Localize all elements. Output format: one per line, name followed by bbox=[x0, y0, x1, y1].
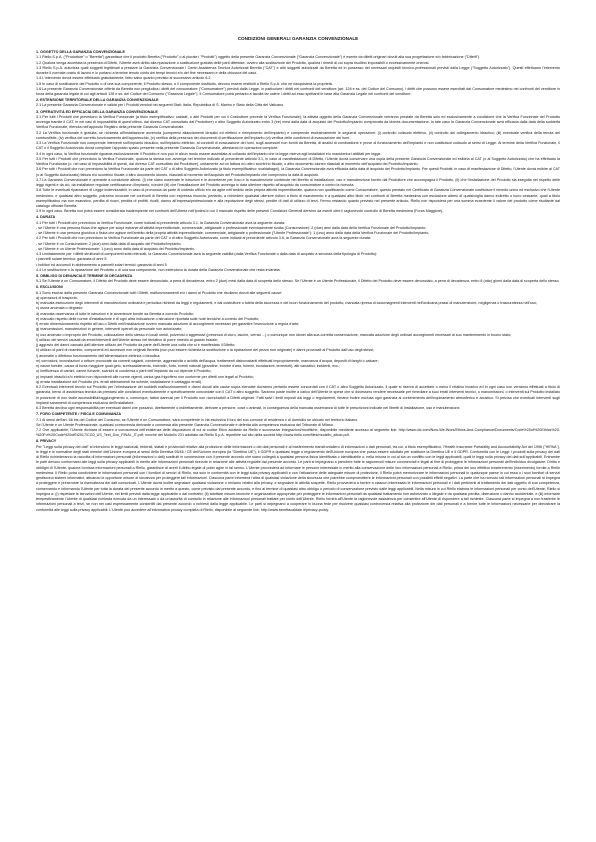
section-paragraph: h) uso anomalo o improprio del Prodotto, collocazione dello stesso in locali umidi, polverosi o aggressivi (presenza di cloro, lacche, vernici ...) o comunque non idonei alla sua corretta conservazione, mancata adozione degli ordinari accorgimenti necessari al suo mantenimento in buono stato; bbox=[36, 332, 512, 337]
section-heading: 1. OGGETTO DELLA GARANZIA CONVENZIONALE bbox=[36, 50, 125, 54]
section-paragraph: 3.9 In ogni caso, Beretta non potrà essere considerata inadempiente nei confronti dell'Utente nell'ipotesi in cui il mancato rispetto delle presenti Condizioni Generali derivino da eventi oltre il ragionevole controllo di Beretta medesima (Forza Maggiore). bbox=[36, 209, 444, 214]
section-paragraph: • bollitori ed accumuli in abbinamento a pannelli solari termici: garanzia di anni 5 bbox=[36, 262, 167, 267]
section-paragraph: q) errata installazione del Prodotto (es. errati abbinamenti tra schede, installazione e cablaggio errati). bbox=[36, 379, 203, 384]
section-paragraph: l) anomalie o difettoso funzionamento dell'alimentazione elettrica o idraulica; bbox=[36, 353, 161, 358]
section-paragraph: o) inefficienza di camini, canne fumarie, scarichi di condensa o parti dell'impianto da cui dipende il Prodotto; bbox=[36, 369, 212, 374]
section-paragraph: b) mancata esecuzione degli interventi di manutenzione ordinaria e periodica richiesti da leggi e regolamenti, e dal costruttore o tutela della sicurezza e del buon funzionamento del prodotto, mancata ripresa di accomagnenti interventi nell'ordinaria prassi di manutenzione, negligenza o trascuratezza nell'uso; bbox=[36, 301, 537, 306]
section bbox=[36, 285, 560, 411]
section-paragraph: m) corrosioni, incrostazioni o rotture provocate da correnti vaganti, condense, aggressività o acidità dell'acqua, trattamenti disincrostanti effettuati impropriamente, mancanza d'acqua, depositi di fanghi o calcare; bbox=[36, 358, 379, 363]
section-paragraph: e) mancato rispetto delle norme d'installazione e di ogni altra indicazione o istruzione riportata sulle note tecniche a corredo del Prodotto; bbox=[36, 316, 260, 321]
section-paragraph: 6.2 Eventuali interventi tecnici sul Prodotto per l'eliminazione dei suddetti malfunzionamenti e danni dovuti alle cause sopra elencate dovranno pertanto essere concordati con il CAT o altro Soggetto Autorizzato, il quale si riserva di accettare o meno il relativo incarico ed in ogni caso non verranno effettuati a titolo di garanzia, bensì di assistenza tecnica da prestarsi alle condizioni eventualmente e specificamente concordate con il CAT o altro soggetto. Saranno poste inoltre a carico dell'Utente le spese che si dovessero rendere necessarie per rimediare a suoi errati interventi tecnici, o manomissioni, o interventi sul Prodotto installato in posizione di non facile accessibilità/raggiungimento o, comunque, fattori dannosi per il Prodotto non riconducibili a Difetti originari. Fatti salvi i limiti imposti dai leggi o regolamenti, rimane inoltre esclusa ogni garanzia al contenimento dell'inquinamento atmosferico e acustico. Si precisa che eventuali interventi sugli impianti sanamenti di competenza esclusiva dell'Installatore. bbox=[36, 385, 560, 405]
section-paragraph: 3.3 La Verifica Funzionale non comprende interventi sull'impianto idraulico, sull'impianto elettrico, ai condotti di evacuazione dei fumi, sugli accessori non forniti da Beretta, di analisi di combustione e prove di funzionamento dell'impianto e non costituisce collaudo ai sensi di Legge. Al termine della Verifica Funzionale, il CAT o il Soggetto Autorizzato dovrà compilare l'apposito spazio presente nella presente Garanzia Convenzionale, attestando le operazioni compiute. bbox=[36, 141, 560, 151]
section-heading: 8. PRIVACY bbox=[36, 439, 57, 444]
section-paragraph: 5.1 Se l'Utente è un Consumatore, il Difetto del Prodotto deve essere denunciato, a pena di decadenza, entro 2 (due) mesi dalla data di scoperta dello stesso. Se l'Utente è un Utente Professionale, il Difetto del Prodotto deve essere denunciato, a pena di decadenza, entro 8 (otto) giorni dalla data di scoperta dello stesso. bbox=[36, 279, 560, 284]
section-paragraph: i) utilizzo dei servizi causati da errori/interventi dell'Utente stesso nel tentativo di porre rimedio al guasto iniziale; bbox=[36, 337, 219, 342]
section bbox=[36, 274, 560, 285]
section-paragraph: g) manomissioni, manutenzioni in genere, interventi operati da personale non autorizzato; bbox=[36, 327, 183, 332]
section-paragraph: 1.3 Riello S.p.A. autorizza quali soggetti legittimati a prestare la Garanzia Convenzionale i Centri Assistenza Tecnica Autorizzati Beretta ("CAT") e altri soggetti autorizzati da Beretta ed in possesso dei necessari requisiti tecnico-professionali previsti dalla Legge ("Soggetto Autorizzato"). Questi effettuano l'intervento durante il normale orario di lavoro e lo portano a termine tenuto conto dei tempi tecnici e/o del fine necessario e della chiusura del caso. bbox=[36, 65, 560, 75]
section-paragraph: 3.5 Per tutti i Prodotti che prevedono la Verifica Funzionale, qualora la stessa non avvenga nel termine indicato al precedente articolo 3.1, in caso di manifestazione di Difetto, l'Utente dovrà conservare una copia della presente Garanzia Convenzionale ed esibirla al CAT (o al Soggetto Autorizzato) che ha effettuato la Verifica Funzionale (o, nel caso di impossibilità di questi, dal diverso CAT consultato dal Produttore), unitamente ad un fattura e/o altro scontrino fiscale, o altro documento idoneo rilasciati al momento dell'acquisto del Prodotto/Impianto. bbox=[36, 156, 560, 167]
section-paragraph: 6.3 Beretta declina ogni responsabilità per eventuali danni che possano, direttamente o indirettamente, derivare a persone, cose o animali, in conseguenza della mancata osservanza di tutte le prescrizioni indicate nei libretti di installazione, uso e manutenzione. bbox=[36, 406, 461, 411]
section-paragraph: p) impianti idraulici e/o elettrici non rispondenti alle norme vigenti, carica gas frigorifero non conforme per difetti non legati al Prodotto; bbox=[36, 374, 254, 379]
section-heading: 4. DURATA bbox=[36, 215, 56, 220]
section-paragraph: 4.1 Per tutti i Prodotti che prevedono la Verifica Funzionale, come indicati al precedente articolo 3.1, la Garanzia Convenzionale avrà la seguente durata: bbox=[36, 220, 286, 225]
section-paragraph: 6.1 Sono esclusi dalla presente Garanzia Convenzionale tutti i Difetti, malfunzionamenti e/o i danni al Prodotto che risultano dovuti alle seguenti cause: bbox=[36, 290, 283, 295]
section-paragraph: 7.1 Ai sensi dell'art. 66 bis del Codice del Consumo, se l'Utente è un Consumatore, sarà competente in via esclusiva il foro del suo comune di residenza o di domicilio se ubicato nel territorio italiano. bbox=[36, 417, 359, 422]
section-paragraph: j) aggravio dei danni causato dall'ulteriore utilizzo del Prodotto da parte dell'Utente una volta che si è manifestato il Difetto; bbox=[36, 343, 236, 348]
section-paragraph: 4.4 Le sostituzione o la riparazione del Prodotto o di una sua componente, non estendono la durata della Garanzia Convenzionale che resta invariata. bbox=[36, 267, 281, 272]
section-paragraph: 4.2 Per tutti i Prodotti che non prevedono la Verifica Funzionale da parte del CAT o di altro Soggetto Autorizzato, come indicati al precedente articolo 3.6, la Garanzia Convenzionale avrà la seguente durata: bbox=[36, 236, 372, 241]
section-paragraph: 1.5 In caso di sostituzione del Prodotto o di una sua componente, il Prodotto stesso, o il componente sostituito, devono essere restituiti a Riello S.p.A. che ne riacquisterà la proprietà. bbox=[36, 81, 333, 86]
section-paragraph: 3.7 La Garanzia Convenzionale è operante a condizione altresì: (i) che siano osservate le istruzioni e le avvertenze per l'uso e la manutenzione contenute nel libretto di installazione, uso e manutenzione fornito dal Produttore che accompagna il Prodotto, (ii) che l'installazione del Prodotto sia eseguita nel rispetto delle leggi vigenti e da ciò, da installatore regolare certificazione d'impianto, nonché (iii) che l'installazione del Prodotto avvenga in data ulteriore rispetto all'acquisto da consumatore e contro la ricevuta. bbox=[36, 177, 560, 188]
section-paragraph: 7.2 Ove applicabile, l'Utente dichiara di essere a conoscenza dell'esistenza delle disposizioni di cui al codice Etico adottato da Riello e successive integrazioni/modifiche, disponibile mediante accesso al seguente link: http://www.utc.com/Now-We-Work/Ethics-And-Compliance/Documents/Code%20of%20Ethics%20-%20Fu%20Code%20ofEt2017/CG0_US_Text_Doc_FINAL_IT.pdf; nonché del Modello 231 adottato da Riello S.p.A. reperibile sul sito della società http://www.riello.com/files/modello_attoio.pdf. bbox=[36, 428, 560, 438]
section-paragraph: n) cause fortuite, cause di forza maggiore quali gelo, surriscaldamento, incendio, furto, eventi naturali (grandine, trombe d'aria, fulmini, inondazioni, terremoti), atti vandalici, incidenti, ecc.; bbox=[36, 364, 341, 369]
section-paragraph: Se l'Utente è un Utente Professionale, qualsiasi controversia derivante o connessa alla presente Garanzia Convenzionale è deferita alla competenza esclusiva del Tribunale di Milano. bbox=[36, 422, 334, 427]
section-paragraph: Per "Leggi sulla privacy dei dati" si intendono le leggi nazionali, federali, statali e provinciali relative alla protezione delle informazioni o dei dati personali e al trasferimento transfrontaliero di informazioni o dati personali, tra cui, a titolo esemplificativo, l'Health Insurance Portability and Accountability Act del 1996 ("HIPAA"), le leggi e le normative degli stati membri dell'Unione europea ai sensi della Direttiva 95/46 / CE dell'Unione europea (la "Direttiva UE"), il GDPR e qualsiasi legge o regolamento dell'Unione europea che possa essere adottato per sostituire la Direttiva UE e il GDPR. Conformità con le Leggi: i prodotti sulla privacy dei dati di Riello richiederanno la raccolta di informazioni personali (informazioni o dati) sostituiti in connessione con il presente accordo che siano collegati a qualsiasi persona fisica identificata o identificabile o, nella misura in cui al sia un conflitto con le leggi applicabili, quali le leggi sulla privacy dei dati sull'applicabili. Entrambe le parti devono conformarsi alle leggi sulla privacy applicabili in merito alle informazioni personali ricevute in relazione alle attività regolate dal presente accordo. Le parti si impegnano a prendere tutte le ragionevoli misure commerciali e legali al fine di proteggere le informazioni personali dell'Individuo divulgatore. Diritto e obblighi di l'Utente, qualora fornisca informazioni personali a Riello, garantisce di averli il diritto legale di poter agire in tal senso. L'Utente provvederà ad informare le persone interessate in merito alla conservazione delle loro informazioni personali a Riello, prima del loro effettivo trasferimento (inserimento) fornite a Riello medesima. Il Riello potrà condividere le informazioni personali con i fornitori di servizi di Riello, ma solo in conformità con le leggi sulla privacy applicabili e con l'attuazione delle adeguate misure di protezione, il Riello potrà memorizzare le informazioni personali in qualunque paese in cui essa o i suoi fornitori di servizi gestiscono sistemi informatici, attuando le opportune misure di sicurezza per proteggere tali informazioni. Ciascuna parte informerà l'altra di qualsiasi violazione della sicurezza che potrebbe compromettere le informazioni personali con possibili effetti negativi. La parte che ha ricevuto tali informazioni personali si impegna a proteggere e preservare la riservatezza dei dati comunicati. L'Utente dovrà inoltre segnalare qualsiasi violazione o reclamo relativi alla privacy, e segnalare le attività sospette. Riello provvederà a fornire a ciascun interessato le informazioni personali e i dati pertinenti al trattamento dei dati oggetto di sua competenza, conservando e informando l'Utente per tutta la durata del presente accordo in merito a questo, come previsto dal presente accordo, e fino al termine di qualsiasi altro obbligo o periodo di conservazione previsto dalle leggi applicabili. Nella misura in cui Riello elabora le informazioni personali per conto dell'Utente, Riello si impegna a: (i) rispettare le istruzioni dell'Utente, nei limiti previsti dalla legge applicabile o dal contratto; (ii) adottare misure tecniche e organizzative appropriate per proteggere le informazioni personali da qualsiasi trattamento non autorizzato o illegale e da qualsiasi perdita, distruzione o danno accidentale, e (iii) informare tempestivamente l'Utente di qualsiasi richiesta ricevuta da un interessato o da un'autorità di controllo in relazione alle informazioni personali trattate per conto dell'Utente. Riello fornirà all'Utente la ragionevole assistenza per consentire all'Utente di rispondere a tali richieste. Ciascuna parte si impegna a non trasferire le informazioni personali a terzi, se non nei casi espressamente consentiti dal presente accordo o richiesti dalla legge applicabile. Le parti si impegnano a cooperare in buona fede per risolvere qualsiasi controversia relativa alla protezione dei dati personali e a fornire tutte le informazioni necessarie per dimostrare la conformità alle leggi sulla privacy applicabili. L'Utente può accedere all'informativa privacy completa di Riello, disponibile al seguente link: http://www.berettacaldaie.it/privacy-policy. bbox=[36, 444, 560, 512]
section bbox=[36, 439, 560, 513]
section-paragraph: 3.4 In ogni caso, la Verifica funzionale riguarda esclusivamente il Prodotto e non può in alcun modo essere assimilata al collaudo dell'impianto che la legge riserva agli installatori e/o manutentori abilitati per legge. bbox=[36, 151, 382, 156]
section-paragraph: 3.2 La Verifica funzionale è gratuita, se richiesta all'installazione avvenuta (comprensi allacciamenti idraulici ed elettrici e riempimento dell'impianto) e comprende esclusivamente le seguenti operazioni: (i) controllo collaudo elettrico, (ii) controllo del collegamento idraulico; (iii) eventuale verifica della tenuta del combustibile, (iv) verifica del corretto funzionamento dell'apparecchio, (v) verifica della presenza dei documenti di certificazione dell'impianto (vi) verifica delle condizioni di evacuazione dei fumi. bbox=[36, 130, 560, 140]
section bbox=[36, 50, 560, 97]
section-paragraph: - se l'Utente è un Consumatore: 2 (due) anni dalla data di acquisto del Prodotto/Impianto; bbox=[36, 241, 182, 246]
section-paragraph: 1.4 L'intervento dovrà essere effettuato gratuitamente, fatto salvo quanto previsto al successivo articolo 6.2. bbox=[36, 76, 212, 81]
section-paragraph: - se l'Utente è un Utente Professionale: 1 (uno) anno dalla data di acquisto del Prodotto/Impianto. bbox=[36, 246, 195, 251]
section-paragraph: 1.1 Riello S.p.A. ("Produttore" o "Beretta") garantisce che il prodotto Beretta ("Prodotto" o al plurale i "Prodotti") oggetto della presente Garanzia Convenzionale ("Garanzia Convenzionale") è esente da difetti originari dovuti alla sua progettazione e/o fabbricazione ("Difetti"). bbox=[36, 55, 481, 60]
section-paragraph: 3.1 Per tutti i Prodotti che prevedono la Verifica Funzionale (a titolo esemplificativo: caldaie, o altri Prodotti per cui il Costruttore prevede la Verifica Funzionale), la attività oggetto della Garanzia Convenzionale verranno prestate da Beretta solo ed esclusivamente a condizione che la Verifica Funzionale del Prodotto avvenga tramite il CAT, in nei casi di impossibilità di quest'ultimo, dal diverso CAT consultato dal Produttore) o altro Soggetto Autorizzato entro 3 (tre) mesi dalla data di acquisto del Prodotto/Impianto comprovata da idonea documentazione. In tale caso la Garanzia Convenzionale avrà efficacia dalla data della suddetta Verifica Funzionale, ritenuta nell'apposito Registro della presente Garanzia Convenzionale. bbox=[36, 114, 560, 130]
document-title: CONDIZIONI GENERALI GARANZIA CONVENZIONALE bbox=[237, 36, 359, 41]
section-paragraph: k) utilizzo di parti di ricambio, componenti ed accessori non originali Beretta (non può essere richiesta la sostituzione o la riparazione del pezzo non originale) e danni provocati al Prodotto dall'uso degli stessi; bbox=[36, 348, 374, 353]
section bbox=[36, 98, 560, 109]
document-body bbox=[36, 50, 560, 513]
section-heading: 7. FORO COMPETENTE / FISCA E COMUNIANZA bbox=[36, 412, 122, 417]
section-paragraph: - se l'Utente è una persona fisica che agisce per scopi estranei all'attività imprenditoriale, commerciale, artigianale o professionale eventualmente svolta (Consumatore): 2 (due) anni dalla data della Verifica Funzionale del Prodotto/Impianto; bbox=[36, 225, 427, 230]
section-paragraph: - se l'Utente è una persona giuridica o fisica che agisce nell'ambito della propria attività imprenditoriale, commerciale, artigianale o professionale ("Utente Professionale"): 1 (uno) anno dalla data della Verifica Funzionale del Prodotto/Impianto. bbox=[36, 231, 430, 236]
section-heading: 2. ESTENSIONE TERRITORIALE DELLA GARANZIA CONVENZIONALE bbox=[36, 98, 159, 103]
section-paragraph: 2.1 La presente Garanzia Convenzionale è valida per i Prodotti venduti nei seguenti Stati: Italia, Repubblica di S. Marino e Stato della Città del Vaticano. bbox=[36, 103, 285, 108]
section-paragraph: 1.2 Qualora venga accertata la presenza di Difetti, l'Utente avrà diritto alla riparazione o sostituzione gratuita delle parti difettose, ovvero alla sostituzione del Prodotto, qualora i rimedi di cui sopra risultino impossibili o eccessivamente onerosi. bbox=[36, 60, 430, 65]
section-paragraph: 4.3 Limitatamente per i difetti strutturali di componenti sotto elencati, la Garanzia Convenzionale avrà la seguente validità (dalla Verifica Funzionale o dalla data di acquisto a seconda della tipologia di Prodotto): bbox=[36, 252, 378, 257]
section bbox=[36, 412, 560, 438]
section bbox=[36, 215, 560, 273]
section-paragraph: d) mancata osservanza di tutte le istruzioni e le avvertenze fornite da Beretta a corredo Prodotto; bbox=[36, 311, 194, 316]
section-paragraph: f) errato dimensionamento rispetto all'uso o Difetti nell'installazione ovvero mancata adozione di accorgimenti necessari per garantire l'esecuzione a regola d'arte; bbox=[36, 322, 300, 327]
section-heading: 6. ESCLUSIONI bbox=[36, 285, 63, 290]
section-paragraph: c) usura anomala o degrado; bbox=[36, 306, 84, 311]
section-heading: 3. OPERATIVITÀ ED EFFICACIA DELLA GARANZIA CONVENZIONALE bbox=[36, 109, 158, 114]
section-paragraph: a) operazioni di trasporto; bbox=[36, 295, 78, 300]
section bbox=[36, 110, 560, 215]
section-paragraph: • pannelli solare termico: garanzia di anni 5 bbox=[36, 257, 107, 262]
section-heading: 5. OBBLIGO DI DENUNCIA E TERMINE DI DECADENZA bbox=[36, 274, 133, 279]
section-paragraph: 3.6 Per tutti i Prodotti che non prevedono la Verifica Funzionale da parte del CAT o di altro Soggetto Autorizzato (a titolo esemplificativo: scaldabagni), la Garanzia Convenzionale avrà efficacia dalla data di acquisto del Prodotto/Impianto. Per questi Prodotti, in caso di manifestazione di Difetto, l'Utente dovrà esibire al CAT (o al Soggetto Autorizzato) fattura e/o scontrino fiscale o altro documento idoneo, rilasciati al momento dell'acquisto del Prodotto/Impianto che comprovino la data di acquisto. bbox=[36, 167, 560, 177]
section-paragraph: 1.6 La presente Garanzia Convenzionale offerta da Beretta non pregiudica i diritti del consumatore ("Consumatore") previsti dalla Legge, in particolare i diritti nei confronti del venditore (art. 128 e ss. del Codice del Consumo), i diritti che possono essere esercitati dal Consumatore medesimo nei confronti del venditore in forza della garanzia legale di cui agli articoli 128 e ss. del Codice del Consumo ("Garanzia Legale"). Il Consumatore potrà pertanto a facoltà far valere i diritti ad esso spettanti in base alla Garanzia Legale nei confronti del venditore. bbox=[36, 86, 560, 96]
section-paragraph: 3.8 Tutte le eventuali riparazioni di Legge indennizzabili, in caso di pronuncia da parte di codesto ufficio e/o da agire nell'ambito della propria attività imprenditoriale, qualora non qualificando come Consumatore, questo prestato nel Certificato di Garanzia Convenzionale costituisce il rimedio unico ed esclusivo che l'Utente medesimo, e qualsiasi altro soggetto, potranno invocare nei confronti di Beretta con espressa rinuncia, pertanto, a richiedere qualsiasi ulteriore ristoro a titolo di risarcimento e a qualsiasi altro titolo nei confronti di Beretta medesima con esclusione altresì di qualsivoglia danno indiretto o lucro cessante, quali a titolo esemplificativo ma non esaustivo, perdita di ricavi, perdita di profitti, ricalli, danno all'impresa/professionale e alla reputazione degli stessi, perdite di dati di utilizzo di terzi. Fermo restando quanto previsto nel presente articolo, Riello non risponderà per una somma eccedente il valore del prodotto come risultante dal catalogo ufficiale Beretta. bbox=[36, 188, 560, 209]
